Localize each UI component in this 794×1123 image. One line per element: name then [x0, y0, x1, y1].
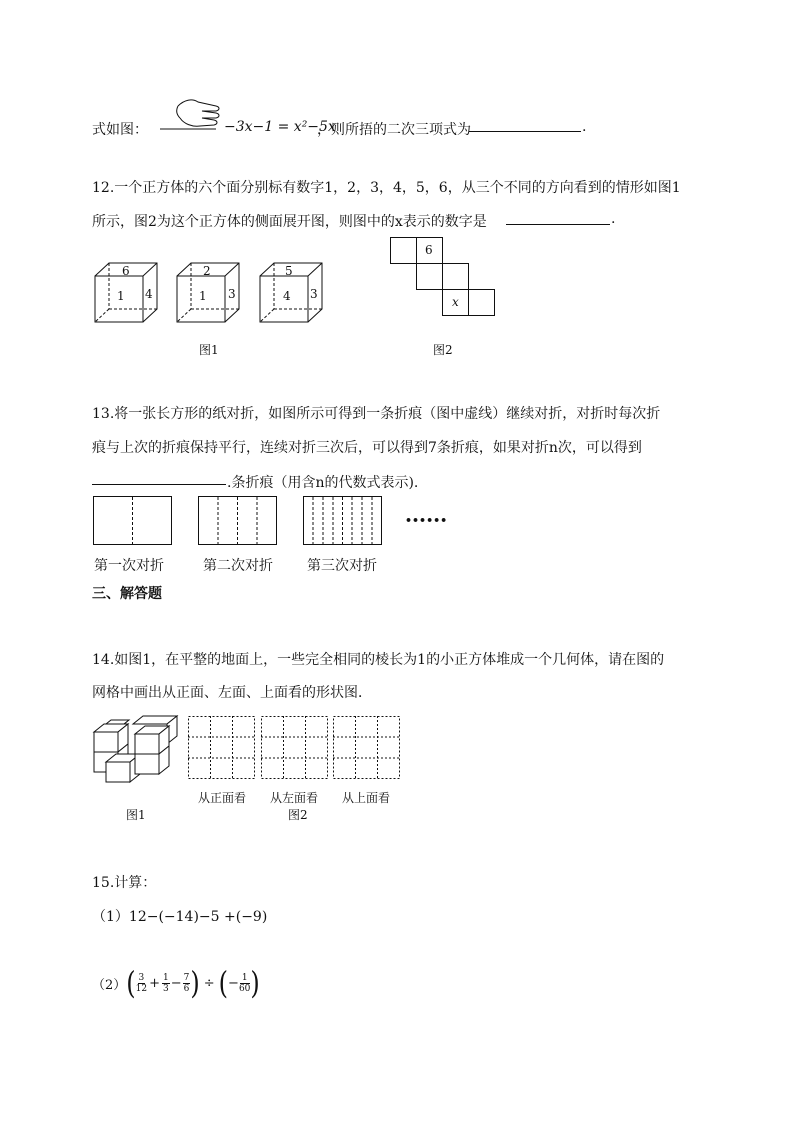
- q14-cube-stack: [93, 712, 179, 784]
- section-3-title: 三、解答题: [92, 586, 162, 602]
- cube1-right: 4: [145, 287, 153, 301]
- q12-end: .: [611, 211, 616, 227]
- q13-fold-2: [198, 496, 278, 546]
- q11-prefix: 式如图：: [92, 122, 148, 138]
- fraction-1-60: $\frac{1}{60}$: [238, 972, 251, 994]
- cube3-front: 4: [283, 289, 291, 303]
- net-label-6: 6: [425, 243, 433, 257]
- q12-net: [390, 237, 496, 317]
- covering-hand-icon: [158, 96, 222, 132]
- fraction-1-3: $\frac{1}{3}$: [163, 972, 169, 994]
- q13-line3: .条折痕（用含n的代数式表示).: [227, 475, 419, 491]
- q14-line1: 14.如图1，在平整的地面上，一些完全相同的棱长为1的小正方体堆成一个几何体，请在图的: [92, 652, 665, 668]
- paren-open: (: [126, 964, 136, 1002]
- cube2-right: 3: [228, 287, 236, 301]
- paren-close-2: ): [250, 964, 260, 1002]
- q14-grid-left: [261, 716, 329, 780]
- q15-part2: （2） ( 3 12 + $\frac{1}{3}$ − $\frac{7}{6}$ ) ÷ ( − $\frac{1}{60}$ ): [92, 964, 260, 1002]
- cube1-front: 1: [117, 289, 125, 303]
- fraction-3-12: 3 12: [135, 972, 148, 994]
- q15-part1: （1）12−(−14)−5 +(−9): [92, 909, 268, 925]
- cube3-right: 3: [310, 287, 318, 301]
- q14-grid-caption-top: 从上面看: [342, 791, 391, 805]
- q15-part2-label: （2）: [92, 977, 127, 993]
- q13-answer-blank[interactable]: [92, 470, 226, 485]
- q12-line1: 12.一个正方体的六个面分别标有数字1，2，3，4，5，6，从三个不同的方向看到的情形如图1: [92, 180, 681, 196]
- q11-line: [92, 119, 148, 139]
- q13-line2: 痕与上次的折痕保持平行，连续对折三次后，可以得到7条折痕，如果对折n次，可以得到: [92, 440, 642, 456]
- q14-grid-caption-left: 从左面看: [270, 791, 319, 805]
- net-label-x: x: [452, 295, 459, 309]
- cube2-front: 1: [199, 289, 207, 303]
- q13-line1: 13.将一张长方形的纸对折，如图所示可得到一条折痕（图中虚线）继续对折，对折时每次折: [92, 406, 661, 422]
- cube2-top: 2: [203, 264, 211, 278]
- q13-ellipsis-dots: ••••••: [405, 514, 448, 527]
- q12-fig2-caption: 图2: [433, 343, 453, 357]
- q11-answer-blank[interactable]: [469, 117, 581, 132]
- fraction-7-6: $\frac{7}{6}$: [183, 972, 190, 994]
- cube1-top: 6: [122, 264, 130, 278]
- paren-open-2: (: [218, 964, 229, 1002]
- q13-fold-3: [303, 496, 383, 546]
- q12-fig1-caption: 图1: [199, 343, 219, 357]
- q11-end: .: [582, 119, 587, 135]
- q11-suffix: ，则所捂的二次三项式为: [317, 122, 471, 138]
- q14-fig2-caption: 图2: [288, 808, 308, 822]
- cube3-top: 5: [285, 264, 293, 278]
- q15-title: 15.计算：: [92, 875, 157, 891]
- q13-caption-2: 第二次对折: [203, 558, 273, 574]
- q14-line2: 网格中画出从正面、左面、上面看的形状图．: [92, 685, 372, 701]
- q13-fold-1: [93, 496, 173, 546]
- q13-caption-3: 第三次对折: [307, 558, 377, 574]
- q13-caption-1: 第一次对折: [94, 558, 164, 574]
- q14-grid-top: [333, 716, 401, 780]
- q11-expr: −3x−1 = x²−5x: [224, 119, 336, 135]
- q14-fig1-caption: 图1: [126, 808, 146, 822]
- q12-answer-blank[interactable]: [506, 210, 610, 225]
- q14-grid-front: [188, 716, 256, 780]
- q14-grid-caption-front: 从正面看: [198, 791, 247, 805]
- paren-close: ): [190, 964, 200, 1002]
- q12-line2: 所示，图2为这个正方体的侧面展开图，则图中的x表示的数字是: [92, 214, 487, 230]
